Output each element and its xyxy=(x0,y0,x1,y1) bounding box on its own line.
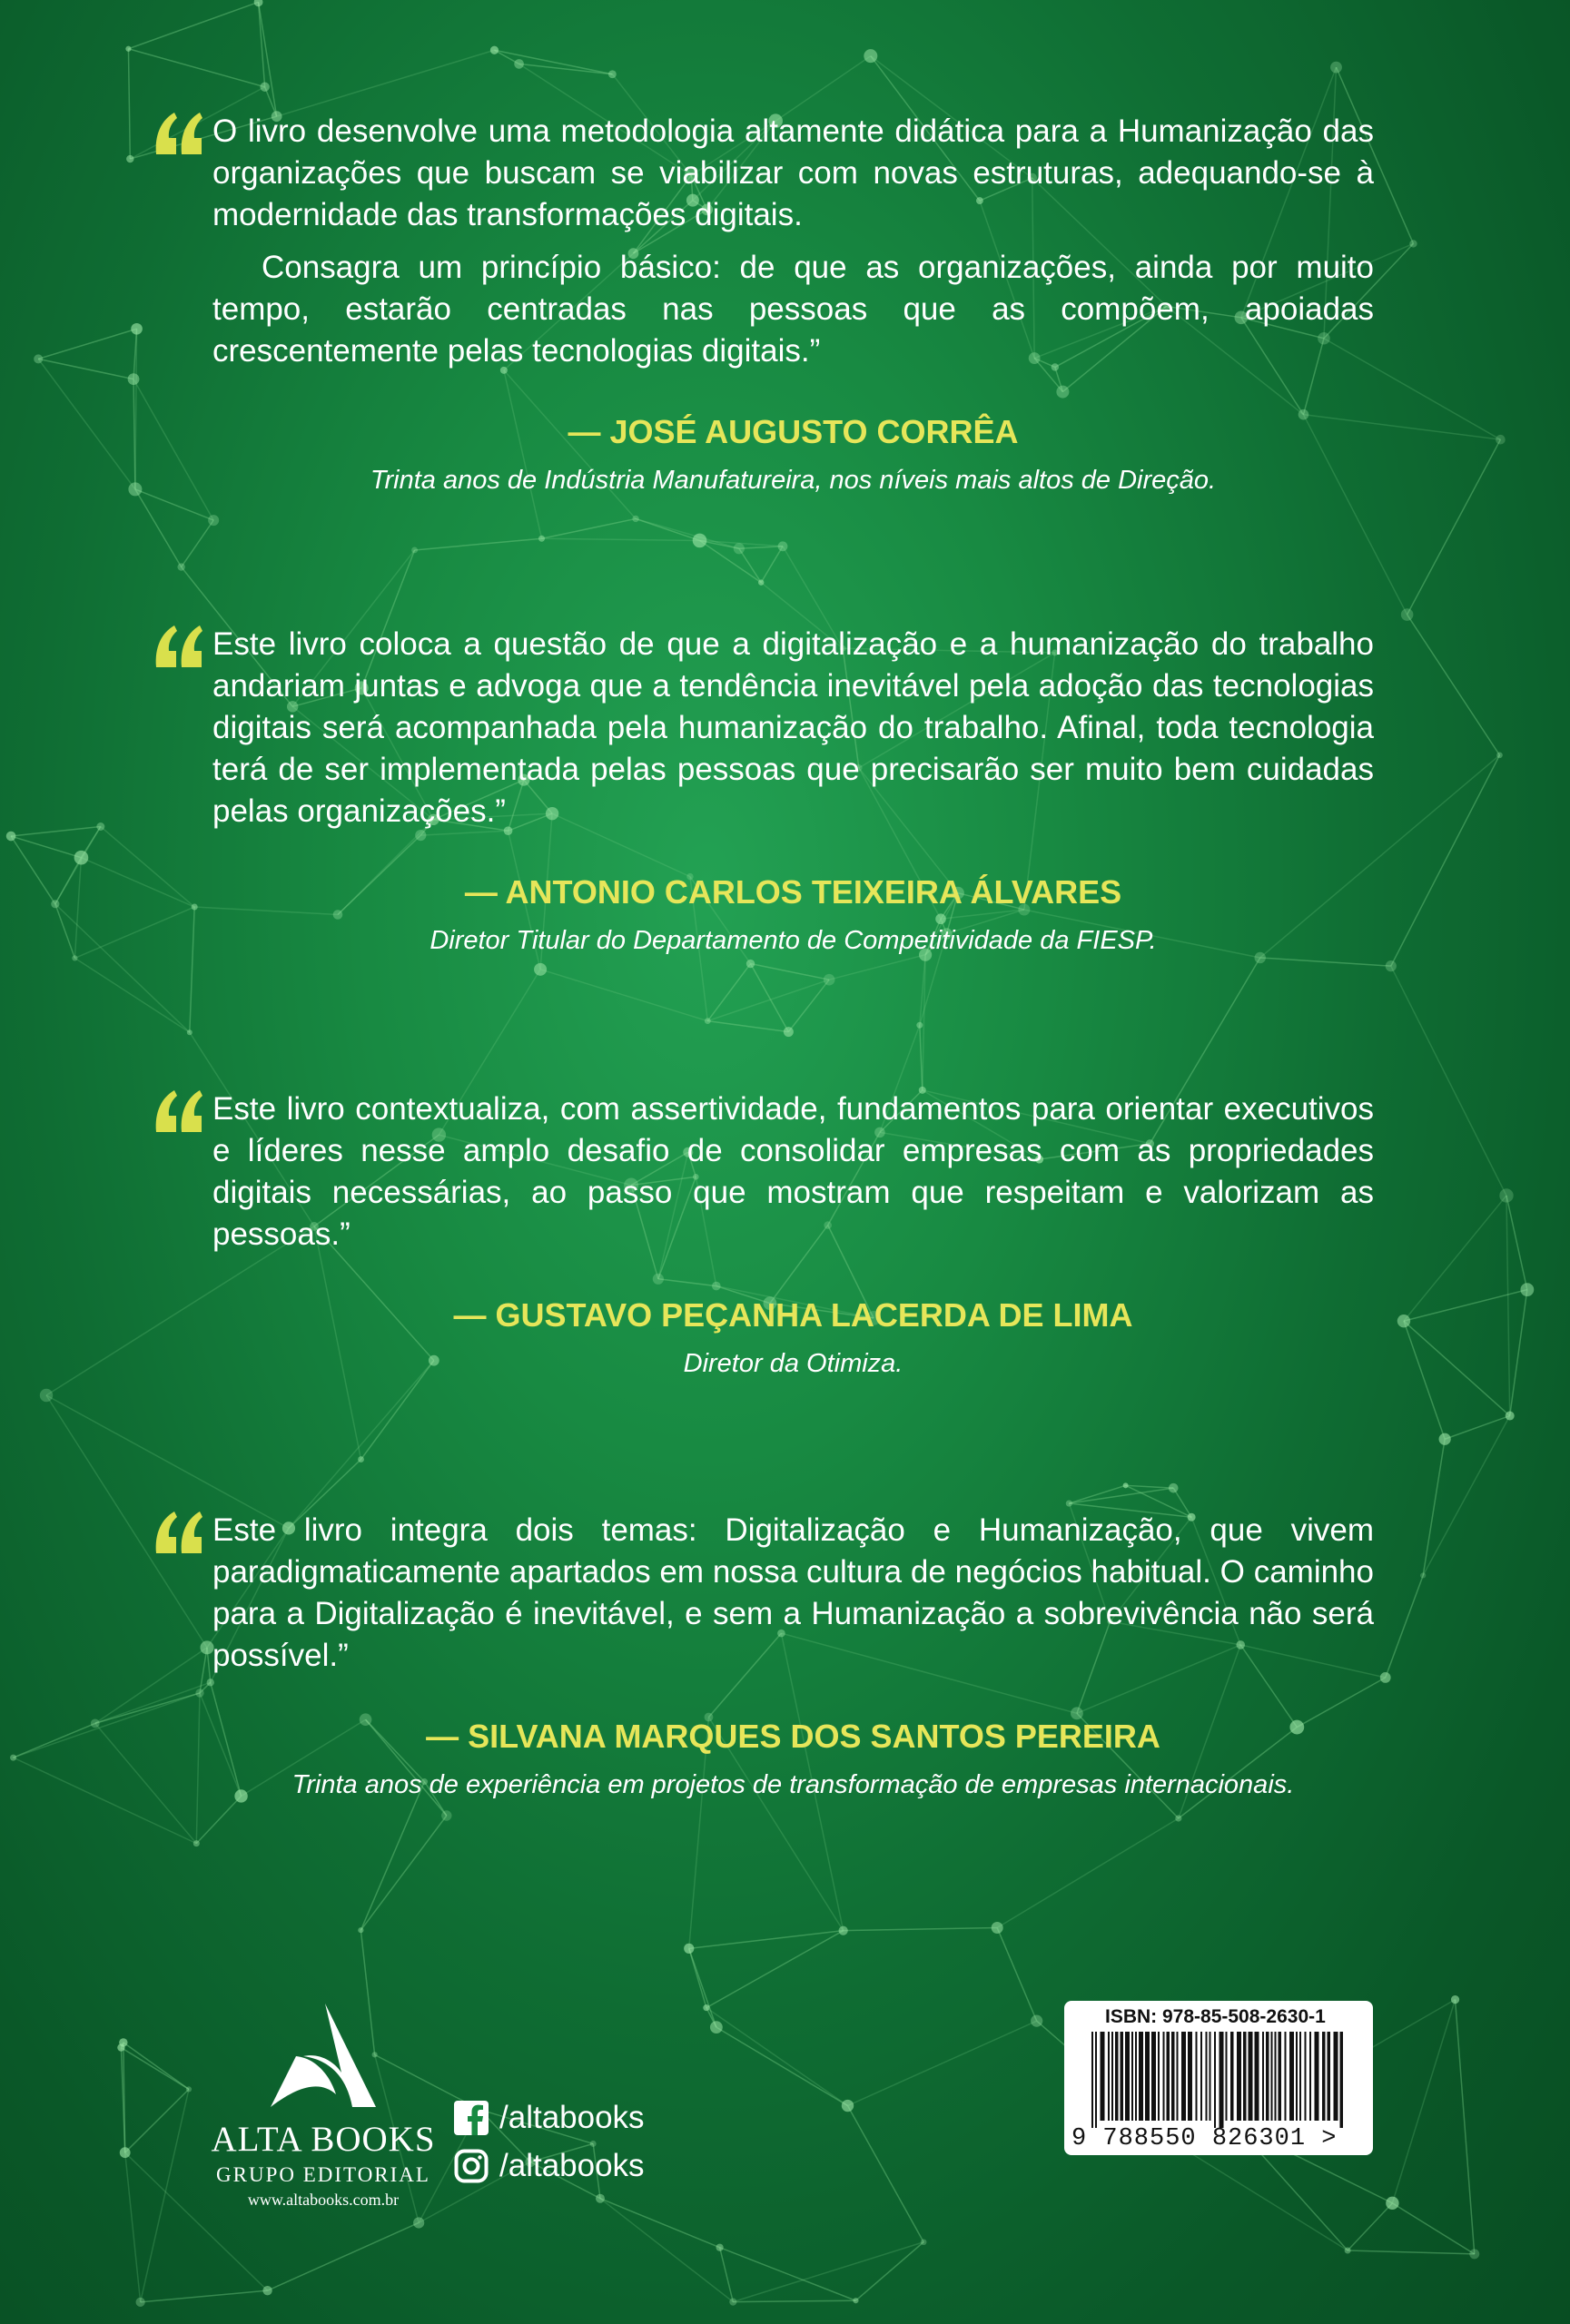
social-facebook[interactable] xyxy=(454,2100,645,2136)
quote-mark-icon xyxy=(153,624,205,669)
facebook-handle: /altabooks xyxy=(499,2100,645,2135)
quote-mark-icon xyxy=(153,111,205,156)
isbn-label: ISBN: 978-85-508-2630-1 xyxy=(1105,2006,1326,2027)
quote-text xyxy=(212,111,1374,372)
quote-author-role: Trinta anos de Indústria Manufatureira, nos níveis mais altos de Direção. xyxy=(370,466,1217,495)
quote-mark-icon xyxy=(153,1088,205,1134)
triangle-swoosh-logo-icon xyxy=(269,2002,378,2109)
quote-block-3 xyxy=(153,1088,1374,1381)
quote-paragraph: Este livro contextualiza, com assertividade, fundamentos para orientar executivos e líderes nesse amplo desafio de consolidar empresas com as propriedades digitais necessárias, ao passo que mostram que respeitam e valorizam as pessoas.” xyxy=(212,1091,1374,1252)
social-instagram[interactable] xyxy=(454,2148,645,2184)
quote-author: — JOSÉ AUGUSTO CORRÊA xyxy=(568,413,1019,450)
quote-paragraph: O livro desenvolve uma metodologia altamente didática para a Humanização das organizações que buscam se viabilizar com novas estruturas, adequando-se à modernidade das transformações digitais. xyxy=(212,113,1374,232)
barcode xyxy=(1071,2032,1364,2128)
publisher-website: www.altabooks.com.br xyxy=(247,2191,400,2209)
quote-author: — GUSTAVO PEÇANHA LACERDA DE LIMA xyxy=(453,1296,1133,1334)
quote-block-2 xyxy=(153,624,1374,958)
quote-text xyxy=(212,624,1374,832)
quote-text xyxy=(212,1510,1374,1677)
instagram-handle: /altabooks xyxy=(499,2148,645,2183)
quote-author-role: Trinta anos de experiência em projetos de transformação de empresas internacionais. xyxy=(291,1770,1295,1799)
quote-author: — SILVANA MARQUES DOS SANTOS PEREIRA xyxy=(426,1718,1160,1755)
publisher-logo xyxy=(205,2002,441,2210)
instagram-icon xyxy=(454,2149,489,2183)
quote-block-1 xyxy=(153,111,1374,497)
facebook-icon xyxy=(454,2101,489,2135)
isbn-barcode-box xyxy=(1064,2001,1373,2155)
quote-paragraph: Este livro coloca a questão de que a digitalização e a humanização do trabalho andariam juntas e advoga que a tendência inevitável pela adoção das tecnologias digitais será acompanhada pela humanização do trabalho. Afinal, toda tecnologia terá de ser implementada pelas pessoas que precisarão ser muito bem cuidadas pelas organizações.” xyxy=(212,626,1374,829)
quote-author: — ANTONIO CARLOS TEIXEIRA ÁLVARES xyxy=(464,873,1122,911)
quote-author-role: Diretor da Otimiza. xyxy=(683,1349,903,1378)
publisher-subtitle: GRUPO EDITORIAL xyxy=(216,2163,430,2186)
quote-author-role: Diretor Titular do Departamento de Competitividade da FIESP. xyxy=(430,926,1157,955)
quote-block-4 xyxy=(153,1510,1374,1802)
quote-mark-icon xyxy=(153,1510,205,1555)
quote-paragraph: Este livro integra dois temas: Digitalização e Humanização, que vivem paradigmaticamente apartados em nossa cultura de negócios habitual. O caminho para a Digitalização é inevitável, e sem a Humanização a sobrevivência não será possível.” xyxy=(212,1512,1374,1673)
publisher-name: ALTA BOOKS xyxy=(211,2120,436,2159)
quote-paragraph: Consagra um princípio básico: de que as organizações, ainda por muito tempo, estarão centradas nas pessoas que as compõem, apoiadas crescentemente pelas tecnologias digitais.” xyxy=(212,250,1374,369)
isbn-digits: 9 788550 826301 > xyxy=(1071,2125,1338,2152)
quote-text xyxy=(212,1088,1374,1256)
